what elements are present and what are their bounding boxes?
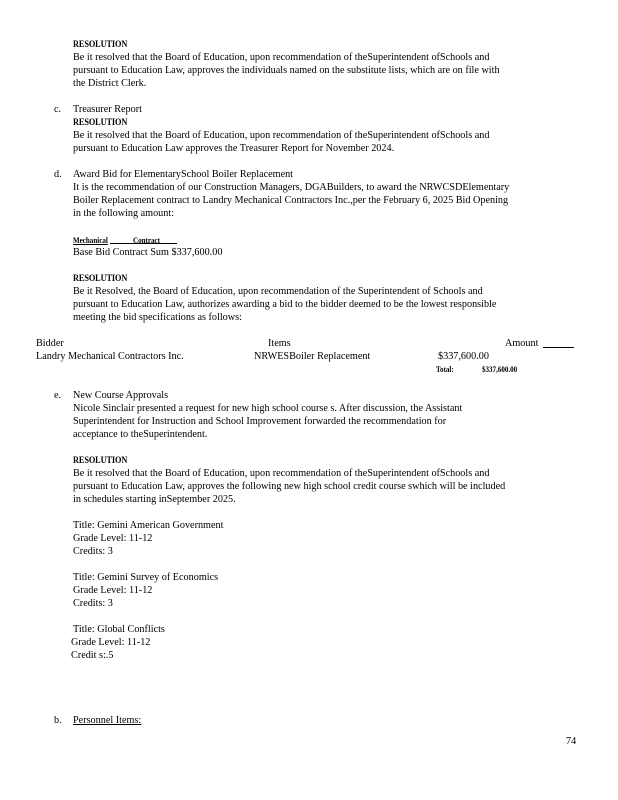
table-header-amount: Amount bbox=[505, 338, 539, 349]
course-title: Title: Gemini American Government bbox=[73, 520, 224, 531]
body-text-line: acceptance to theSuperintendent. bbox=[73, 429, 208, 440]
resolution-text-line: pursuant to Education Law, approves the individuals named on the substitute lists, which are on file with bbox=[73, 65, 500, 76]
page-number: 74 bbox=[566, 736, 577, 747]
course-title: Title: Global Conflicts bbox=[73, 624, 165, 635]
resolution-heading: RESOLUTION bbox=[73, 455, 128, 465]
table-cell-amount: $337,600.00 bbox=[438, 351, 489, 362]
section-title: Personnel Items: bbox=[73, 715, 142, 726]
contract-label: Contract bbox=[133, 236, 160, 245]
course-credits: Credits: 3 bbox=[73, 598, 113, 609]
section-title: Treasurer Report bbox=[73, 104, 142, 115]
section-title: New Course Approvals bbox=[73, 390, 169, 401]
amount-underline bbox=[543, 347, 574, 348]
table-header-bidder: Bidder bbox=[36, 338, 64, 349]
resolution-text-line: Be it resolved that the Board of Education, upon recommendation of theSuperintendent ofSchools and bbox=[73, 52, 490, 63]
table-header-items: Items bbox=[268, 338, 291, 349]
contract-underline bbox=[110, 243, 177, 244]
course-title: Title: Gemini Survey of Economics bbox=[73, 572, 219, 583]
total-value: $337,600.00 bbox=[482, 365, 518, 374]
body-text-line: It is the recommendation of our Construction Managers, DGABuilders, to award the NRWCSDElementary bbox=[73, 182, 510, 193]
resolution-text-line: pursuant to Education Law, approves the following new high school credit course swhich will be included bbox=[73, 481, 506, 492]
section-letter: b. bbox=[54, 715, 62, 726]
body-text-line: in the following amount: bbox=[73, 208, 175, 219]
section-letter: d. bbox=[54, 169, 62, 180]
course-grade: Grade Level: 11-12 bbox=[73, 585, 153, 596]
course-credits: Credits: 3 bbox=[73, 546, 113, 557]
resolution-text-line: Be it Resolved, the Board of Education, upon recommendation of the Superintendent of Schools and bbox=[73, 286, 483, 297]
section-letter: c. bbox=[54, 104, 62, 115]
section-title: Award Bid for ElementarySchool Boiler Replacement bbox=[73, 169, 294, 180]
resolution-text-line: meeting the bid specifications as follows: bbox=[73, 312, 242, 323]
resolution-text-line: Be it resolved that the Board of Education, upon recommendation of theSuperintendent ofSchools and bbox=[73, 130, 490, 141]
course-grade: Grade Level: 11-12 bbox=[73, 533, 153, 544]
body-text-line: Superintendent for Instruction and School Improvement forwarded the recommendation for bbox=[73, 416, 447, 427]
resolution-text-line: in schedules starting inSeptember 2025. bbox=[73, 494, 236, 505]
course-credits: Credit s:.5 bbox=[71, 650, 114, 661]
resolution-text-line: pursuant to Education Law, authorizes awarding a bid to the bidder deemed to be the lowest responsible bbox=[73, 299, 497, 310]
mechanical-label: Mechanical bbox=[73, 236, 108, 245]
body-text-line: Nicole Sinclair presented a request for new high school course s. After discussion, the Assistant bbox=[73, 403, 463, 414]
resolution-heading: RESOLUTION bbox=[73, 117, 128, 127]
resolution-heading: RESOLUTION bbox=[73, 273, 128, 283]
resolution-text-line: Be it resolved that the Board of Education, upon recommendation of theSuperintendent ofSchools and bbox=[73, 468, 490, 479]
resolution-text-line: the District Clerk. bbox=[73, 78, 147, 89]
section-letter: e. bbox=[54, 390, 62, 401]
resolution-text-line: pursuant to Education Law approves the Treasurer Report for November 2024. bbox=[73, 143, 395, 154]
total-label: Total: bbox=[436, 365, 454, 374]
base-bid-line: Base Bid Contract Sum $337,600.00 bbox=[73, 247, 223, 258]
resolution-heading: RESOLUTION bbox=[73, 39, 128, 49]
body-text-line: Boiler Replacement contract to Landry Mechanical Contractors Inc.,per the February 6, 2025 Bid Opening bbox=[73, 195, 509, 206]
course-grade: Grade Level: 11-12 bbox=[71, 637, 151, 648]
table-cell-items: NRWESBoiler Replacement bbox=[254, 351, 371, 362]
table-cell-bidder: Landry Mechanical Contractors Inc. bbox=[36, 351, 184, 362]
